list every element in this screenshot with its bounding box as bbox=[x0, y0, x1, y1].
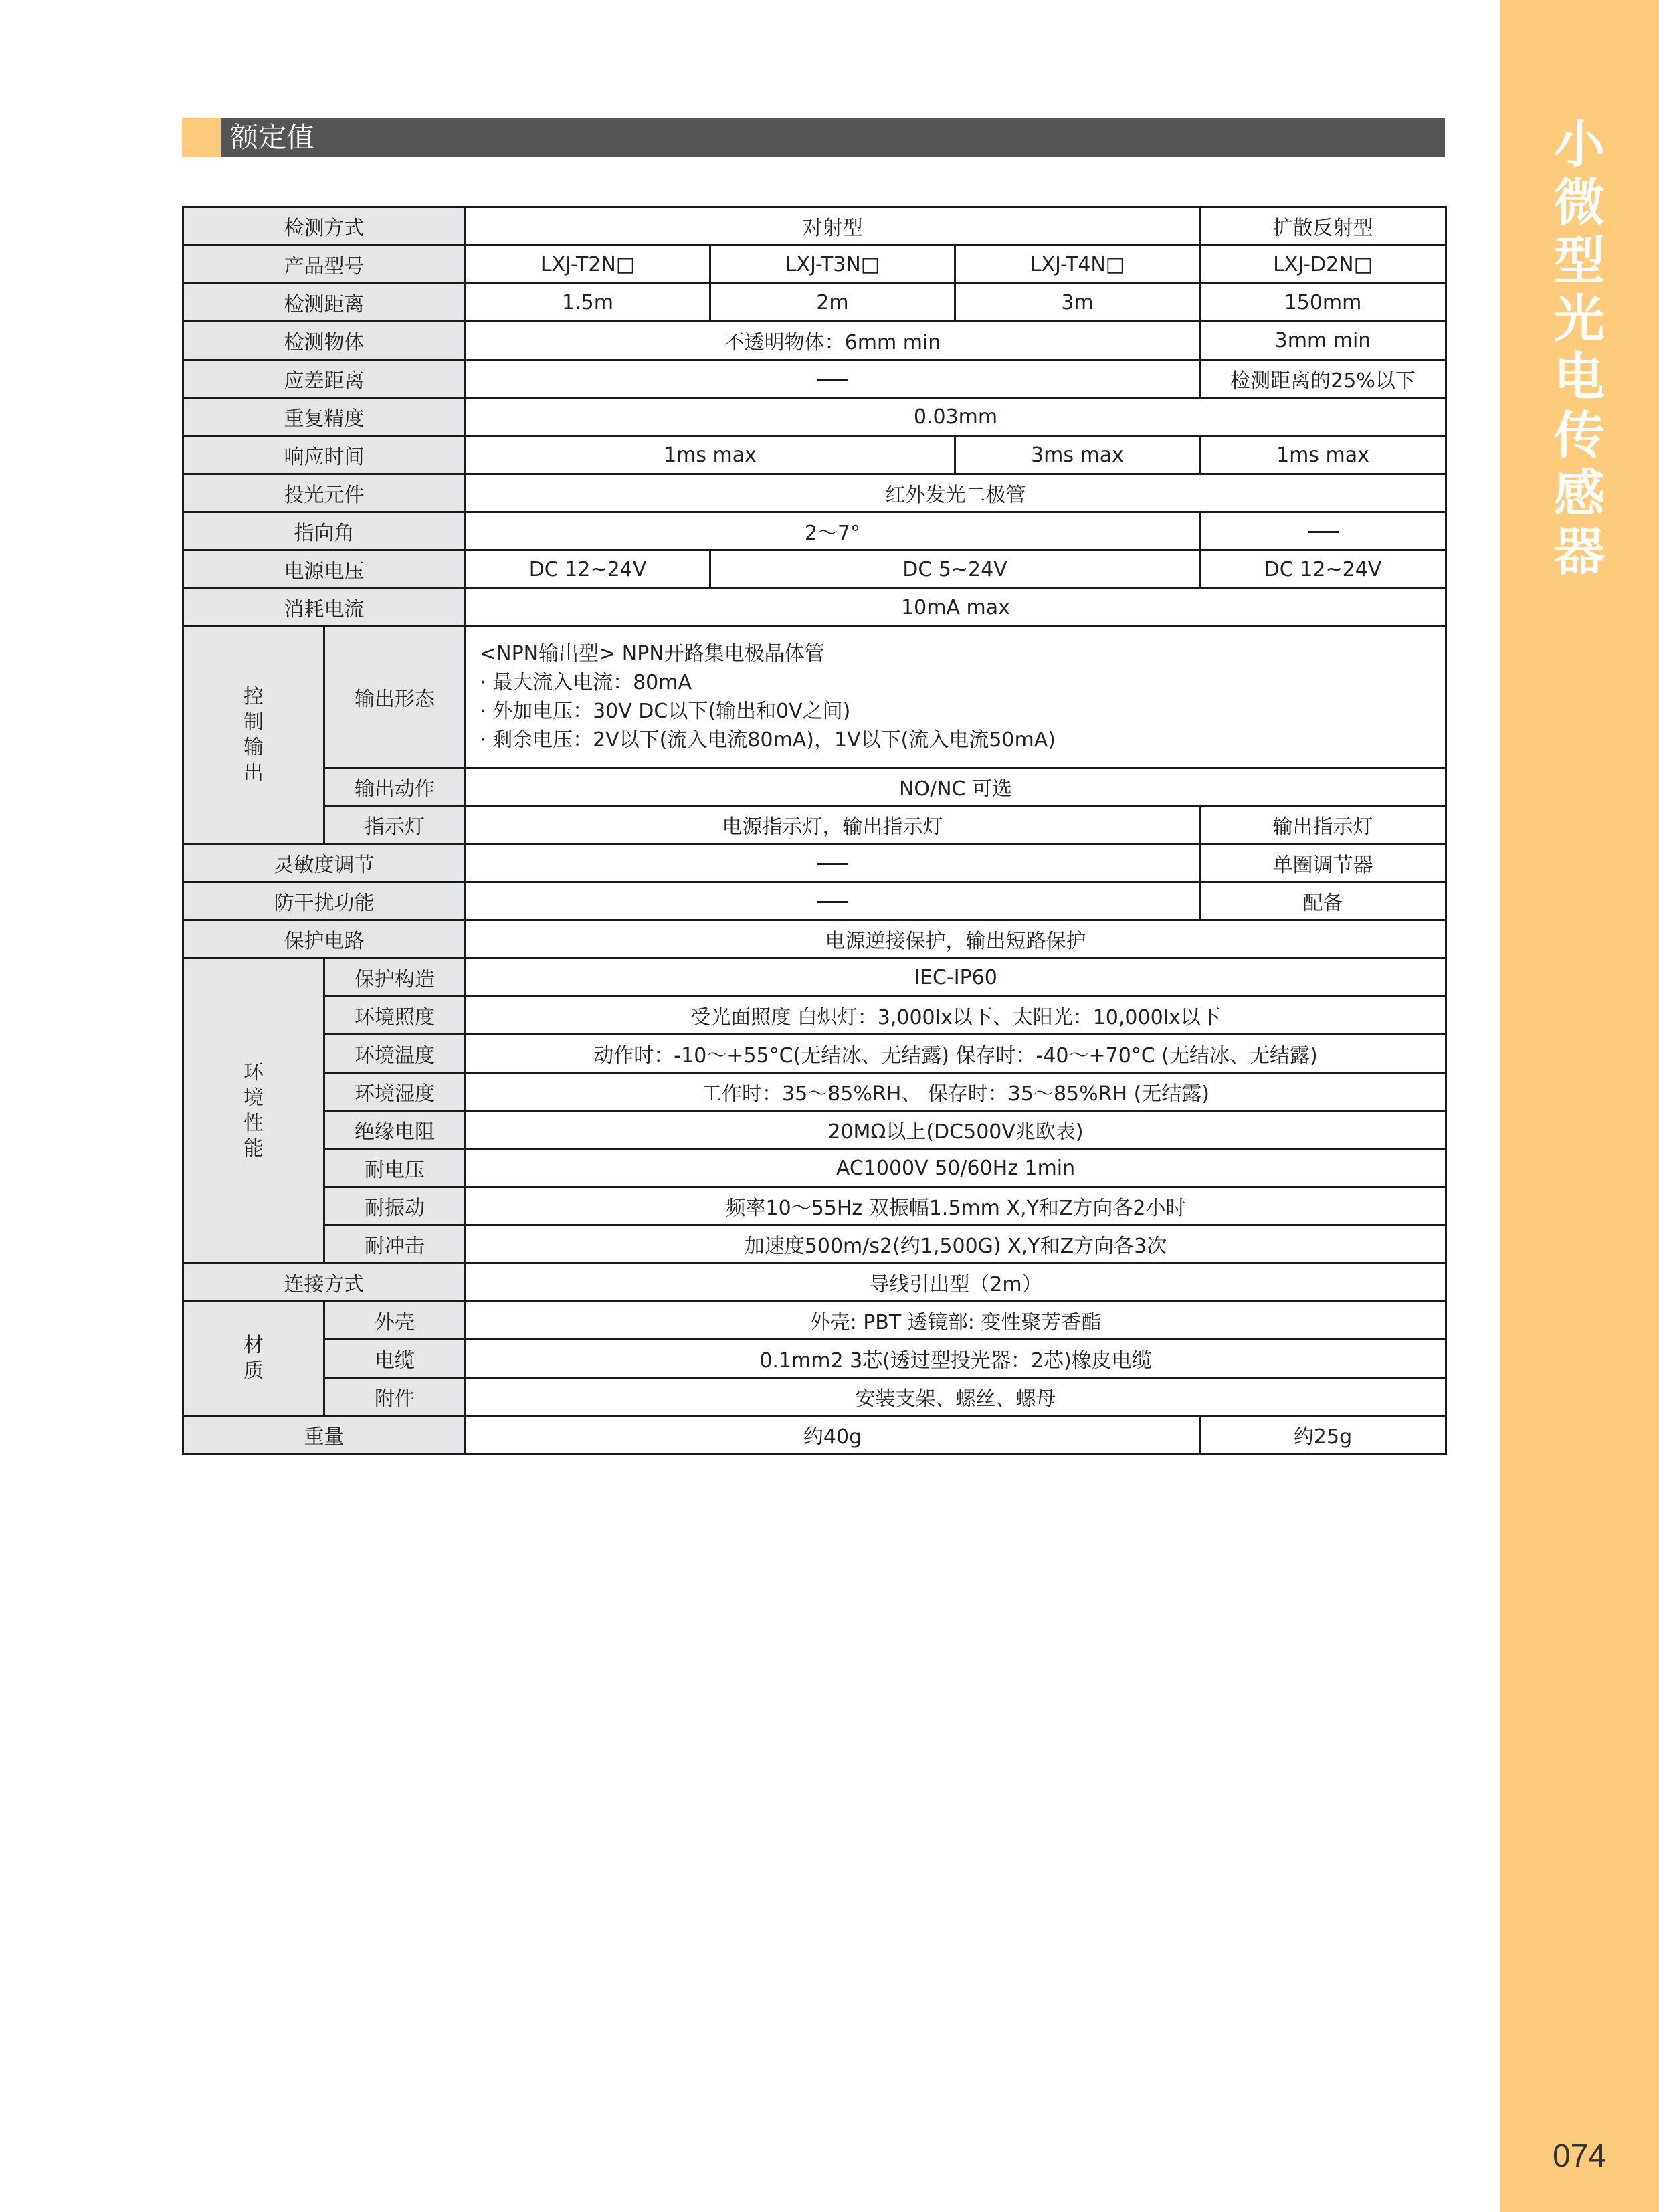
cell-value: 检测距离的25%以下 bbox=[1200, 360, 1446, 398]
cell-dash bbox=[466, 844, 1200, 882]
table-row bbox=[183, 436, 1446, 474]
cell-value: LXJ-T3N□ bbox=[710, 245, 955, 284]
cell-value: 3m bbox=[955, 284, 1200, 322]
cell-value: 红外发光二极管 bbox=[466, 474, 1446, 512]
cell-value: 加速度500m/s2(约1,500G) X,Y和Z方向各3次 bbox=[466, 1225, 1446, 1264]
page-number: 074 bbox=[1552, 2138, 1607, 2174]
row-label: 消耗电流 bbox=[183, 589, 466, 627]
cell-value: 电源逆接保护，输出短路保护 bbox=[466, 920, 1446, 959]
cell-value: 10mA max bbox=[466, 589, 1446, 627]
dash-mark bbox=[817, 901, 848, 903]
cell-value: 配备 bbox=[1200, 882, 1446, 920]
table-row bbox=[183, 806, 1446, 844]
table-row bbox=[183, 550, 1446, 589]
table-row bbox=[183, 844, 1446, 882]
row-label: 保护电路 bbox=[183, 920, 466, 959]
cell-dash bbox=[466, 360, 1200, 398]
row-label: 投光元件 bbox=[183, 474, 466, 512]
row-label: 绝缘电阻 bbox=[324, 1111, 466, 1149]
group-label-environment: 环 境 性 能 bbox=[183, 959, 324, 1264]
table-row bbox=[183, 1378, 1446, 1416]
cell-value: 150mm bbox=[1200, 284, 1446, 322]
row-label: 响应时间 bbox=[183, 436, 466, 474]
cell-value: LXJ-T2N□ bbox=[466, 245, 710, 284]
row-label: 电缆 bbox=[324, 1340, 466, 1378]
table-row bbox=[183, 1111, 1446, 1149]
row-label: 外壳 bbox=[324, 1302, 466, 1340]
row-label: 指示灯 bbox=[324, 806, 466, 844]
side-title: 小 微 型 光 电 传 感 器 bbox=[1554, 114, 1605, 581]
table-row bbox=[183, 1302, 1446, 1340]
cell-value: NO/NC 可选 bbox=[466, 768, 1446, 806]
cell-value: 工作时：35～85%RH、 保存时：35～85%RH (无结露) bbox=[466, 1073, 1446, 1111]
table-row bbox=[183, 1264, 1446, 1302]
table-row bbox=[183, 1340, 1446, 1378]
table-row bbox=[183, 1416, 1446, 1454]
cell-value: 约40g bbox=[466, 1416, 1200, 1454]
cell-value: 输出指示灯 bbox=[1200, 806, 1446, 844]
table-row bbox=[183, 997, 1446, 1035]
cell-value: LXJ-T4N□ bbox=[955, 245, 1200, 284]
table-row bbox=[183, 398, 1446, 436]
group-label-control: 控 制 输 出 bbox=[183, 627, 324, 844]
row-label: 耐冲击 bbox=[324, 1225, 466, 1264]
row-label: 输出形态 bbox=[324, 627, 466, 768]
cell-dash bbox=[1200, 512, 1446, 550]
table-row bbox=[183, 474, 1446, 512]
table-row bbox=[183, 882, 1446, 920]
cell-value: DC 12~24V bbox=[1200, 550, 1446, 589]
row-label: 环境照度 bbox=[324, 997, 466, 1035]
table-row bbox=[183, 959, 1446, 997]
table-row bbox=[183, 512, 1446, 550]
row-label: 产品型号 bbox=[183, 245, 466, 284]
cell-value: 1.5m bbox=[466, 284, 710, 322]
table-row bbox=[183, 768, 1446, 806]
cell-value: 3ms max bbox=[955, 436, 1200, 474]
row-label: 环境温度 bbox=[324, 1035, 466, 1073]
row-label: 灵敏度调节 bbox=[183, 844, 466, 882]
section-bar bbox=[182, 118, 1445, 157]
cell-value: IEC-IP60 bbox=[466, 959, 1446, 997]
row-label: 应差距离 bbox=[183, 360, 466, 398]
cell-value: 动作时：-10～+55°C(无结冰、无结露) 保存时：-40～+70°C (无结冰、无结露) bbox=[466, 1035, 1446, 1073]
cell-value: DC 12~24V bbox=[466, 550, 710, 589]
row-label: 防干扰功能 bbox=[183, 882, 466, 920]
cell-value: 20MΩ以上(DC500V兆欧表) bbox=[466, 1111, 1446, 1149]
dash-mark bbox=[817, 379, 848, 381]
section-title: 额定值 bbox=[230, 121, 315, 154]
cell-value: 约25g bbox=[1200, 1416, 1446, 1454]
cell-value: 安装支架、螺丝、螺母 bbox=[466, 1378, 1446, 1416]
cell-value: 不透明物体：6mm min bbox=[466, 322, 1200, 360]
dash-mark bbox=[817, 863, 848, 865]
cell-value: 外壳: PBT 透镜部: 变性聚芳香酯 bbox=[466, 1302, 1446, 1340]
row-label: 耐电压 bbox=[324, 1149, 466, 1187]
cell-value: AC1000V 50/60Hz 1min bbox=[466, 1149, 1446, 1187]
table-row bbox=[183, 245, 1446, 284]
cell-output-form: <NPN输出型> NPN开路集电极晶体管 · 最大流入电流：80mA · 外加电压：30V DC以下(输出和0V之间) · 剩余电压：2V以下(流入电流80mA)，1V以下(流入电流50mA) bbox=[466, 627, 1446, 768]
row-label: 检测方式 bbox=[183, 207, 466, 245]
row-label: 保护构造 bbox=[324, 959, 466, 997]
cell-value: 导线引出型（2m） bbox=[466, 1264, 1446, 1302]
cell-value: LXJ-D2N□ bbox=[1200, 245, 1446, 284]
table-row bbox=[183, 1187, 1446, 1225]
table-row bbox=[183, 1035, 1446, 1073]
cell-value: 1ms max bbox=[466, 436, 955, 474]
cell-value: 电源指示灯，输出指示灯 bbox=[466, 806, 1200, 844]
cell-value: 频率10～55Hz 双振幅1.5mm X,Y和Z方向各2小时 bbox=[466, 1187, 1446, 1225]
table-row bbox=[183, 589, 1446, 627]
cell-value: 单圈调节器 bbox=[1200, 844, 1446, 882]
table-row bbox=[183, 322, 1446, 360]
cell-value: 3mm min bbox=[1200, 322, 1446, 360]
row-label: 输出动作 bbox=[324, 768, 466, 806]
row-label: 检测距离 bbox=[183, 284, 466, 322]
table-row bbox=[183, 1225, 1446, 1264]
section-accent bbox=[182, 118, 221, 157]
table-row bbox=[183, 284, 1446, 322]
row-label: 检测物体 bbox=[183, 322, 466, 360]
table-row bbox=[183, 627, 1446, 768]
row-label: 连接方式 bbox=[183, 1264, 466, 1302]
cell-dash bbox=[466, 882, 1200, 920]
row-label: 电源电压 bbox=[183, 550, 466, 589]
table-row bbox=[183, 1073, 1446, 1111]
row-label: 重复精度 bbox=[183, 398, 466, 436]
row-label: 环境湿度 bbox=[324, 1073, 466, 1111]
cell-value: DC 5~24V bbox=[710, 550, 1200, 589]
row-label: 重量 bbox=[183, 1416, 466, 1454]
cell-value: 2～7° bbox=[466, 512, 1200, 550]
group-label-material: 材 质 bbox=[183, 1302, 324, 1416]
cell-value: 受光面照度 白炽灯：3,000lx以下、太阳光：10,000lx以下 bbox=[466, 997, 1446, 1035]
spec-table bbox=[182, 206, 1447, 1455]
table-row bbox=[183, 1149, 1446, 1187]
cell-value: 0.1mm2 3芯(透过型投光器：2芯)橡皮电缆 bbox=[466, 1340, 1446, 1378]
table-row bbox=[183, 207, 1446, 245]
cell-value: 2m bbox=[710, 284, 955, 322]
row-label: 耐振动 bbox=[324, 1187, 466, 1225]
row-label: 指向角 bbox=[183, 512, 466, 550]
cell-value: 对射型 bbox=[466, 207, 1200, 245]
row-label: 附件 bbox=[324, 1378, 466, 1416]
cell-value: 扩散反射型 bbox=[1200, 207, 1446, 245]
cell-value: 1ms max bbox=[1200, 436, 1446, 474]
cell-value: 0.03mm bbox=[466, 398, 1446, 436]
table-row bbox=[183, 360, 1446, 398]
table-row bbox=[183, 920, 1446, 959]
dash-mark bbox=[1308, 531, 1339, 533]
